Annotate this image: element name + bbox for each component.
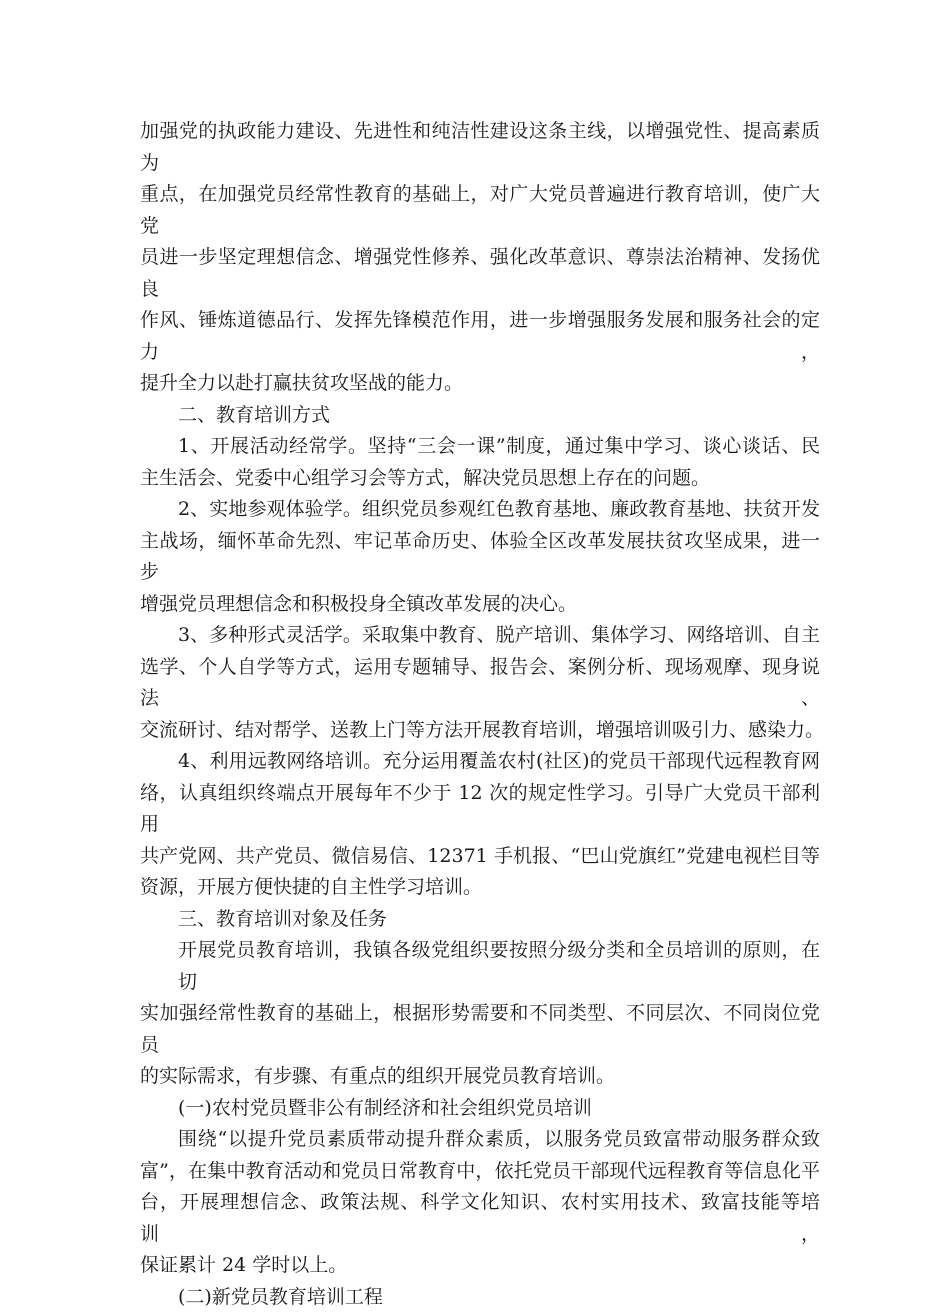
text-line: 资源，开展方便快捷的自主性学习培训。 [140,872,820,904]
body-paragraph [140,431,820,494]
body-paragraph [140,746,820,904]
body-paragraph [140,935,820,1093]
text-line: 的实际需求，有步骤、有重点的组织开展党员教育培训。 [140,1061,820,1093]
body-paragraph [140,494,820,620]
text-line: 员进一步坚定理想信念、增强党性修养、强化改革意识、尊崇法治精神、发扬优良 [140,242,820,305]
text-line: 加强党的执政能力建设、先进性和纯洁性建设这条主线，以增强党性、提高素质为 [140,116,820,179]
text-line: (一)农村党员暨非公有制经济和社会组织党员培训 [140,1093,820,1125]
text-line: 二、教育培训方式 [140,400,820,432]
section-heading [140,1282,820,1313]
text-line: 主战场，缅怀革命先烈、牢记革命历史、体验全区改革发展扶贫攻坚成果，进一步 [140,526,820,589]
text-line: 主生活会、党委中心组学习会等方式，解决党员思想上存在的问题。 [140,463,820,495]
text-line: 实加强经常性教育的基础上，根据形势需要和不同类型、不同层次、不同岗位党员 [140,998,820,1061]
text-line: 3、多种形式灵活学。采取集中教育、脱产培训、集体学习、网络培训、自主 [140,620,820,652]
section-heading [140,1093,820,1125]
text-line: 提升全力以赴打赢扶贫攻坚战的能力。 [140,368,820,400]
text-line: 重点，在加强党员经常性教育的基础上，对广大党员普遍进行教育培训，使广大党 [140,179,820,242]
text-line: 2、实地参观体验学。组织党员参观红色教育基地、廉政教育基地、扶贫开发 [140,494,820,526]
text-line: 共产党网、共产党员、微信易信、12371 手机报、“巴山党旗红”党建电视栏目等 [140,841,820,873]
section-heading [140,400,820,432]
text-line: 保证累计 24 学时以上。 [140,1250,820,1282]
text-line: 开展党员教育培训，我镇各级党组织要按照分级分类和全员培训的原则，在切 [140,935,820,998]
text-line: 络，认真组织终端点开展每年不少于 12 次的规定性学习。引导广大党员干部利用 [140,778,820,841]
text-line: 1、开展活动经常学。坚持“三会一课”制度，通过集中学习、谈心谈话、民 [140,431,820,463]
text-line: 台，开展理想信念、政策法规、科学文化知识、农村实用技术、致富技能等培训， [140,1187,820,1250]
text-line: 作风、锤炼道德品行、发挥先锋模范作用，进一步增强服务发展和服务社会的定力， [140,305,820,368]
document-body [140,116,820,1313]
text-line: 4、利用远教网络培训。充分运用覆盖农村(社区)的党员干部现代远程教育网 [140,746,820,778]
text-line: 选学、个人自学等方式，运用专题辅导、报告会、案例分析、现场观摩、现身说法、 [140,652,820,715]
body-paragraph [140,620,820,746]
text-line: 富”，在集中教育活动和党员日常教育中，依托党员干部现代远程教育等信息化平 [140,1156,820,1188]
body-paragraph [140,1124,820,1282]
text-line: (二)新党员教育培训工程 [140,1282,820,1313]
section-heading [140,904,820,936]
text-line: 围绕“以提升党员素质带动提升群众素质，以服务党员致富带动服务群众致 [140,1124,820,1156]
body-paragraph [140,116,820,400]
text-line: 增强党员理想信念和积极投身全镇改革发展的决心。 [140,589,820,621]
text-line: 交流研讨、结对帮学、送教上门等方法开展教育培训，增强培训吸引力、感染力。 [140,715,820,747]
text-line: 三、教育培训对象及任务 [140,904,820,936]
